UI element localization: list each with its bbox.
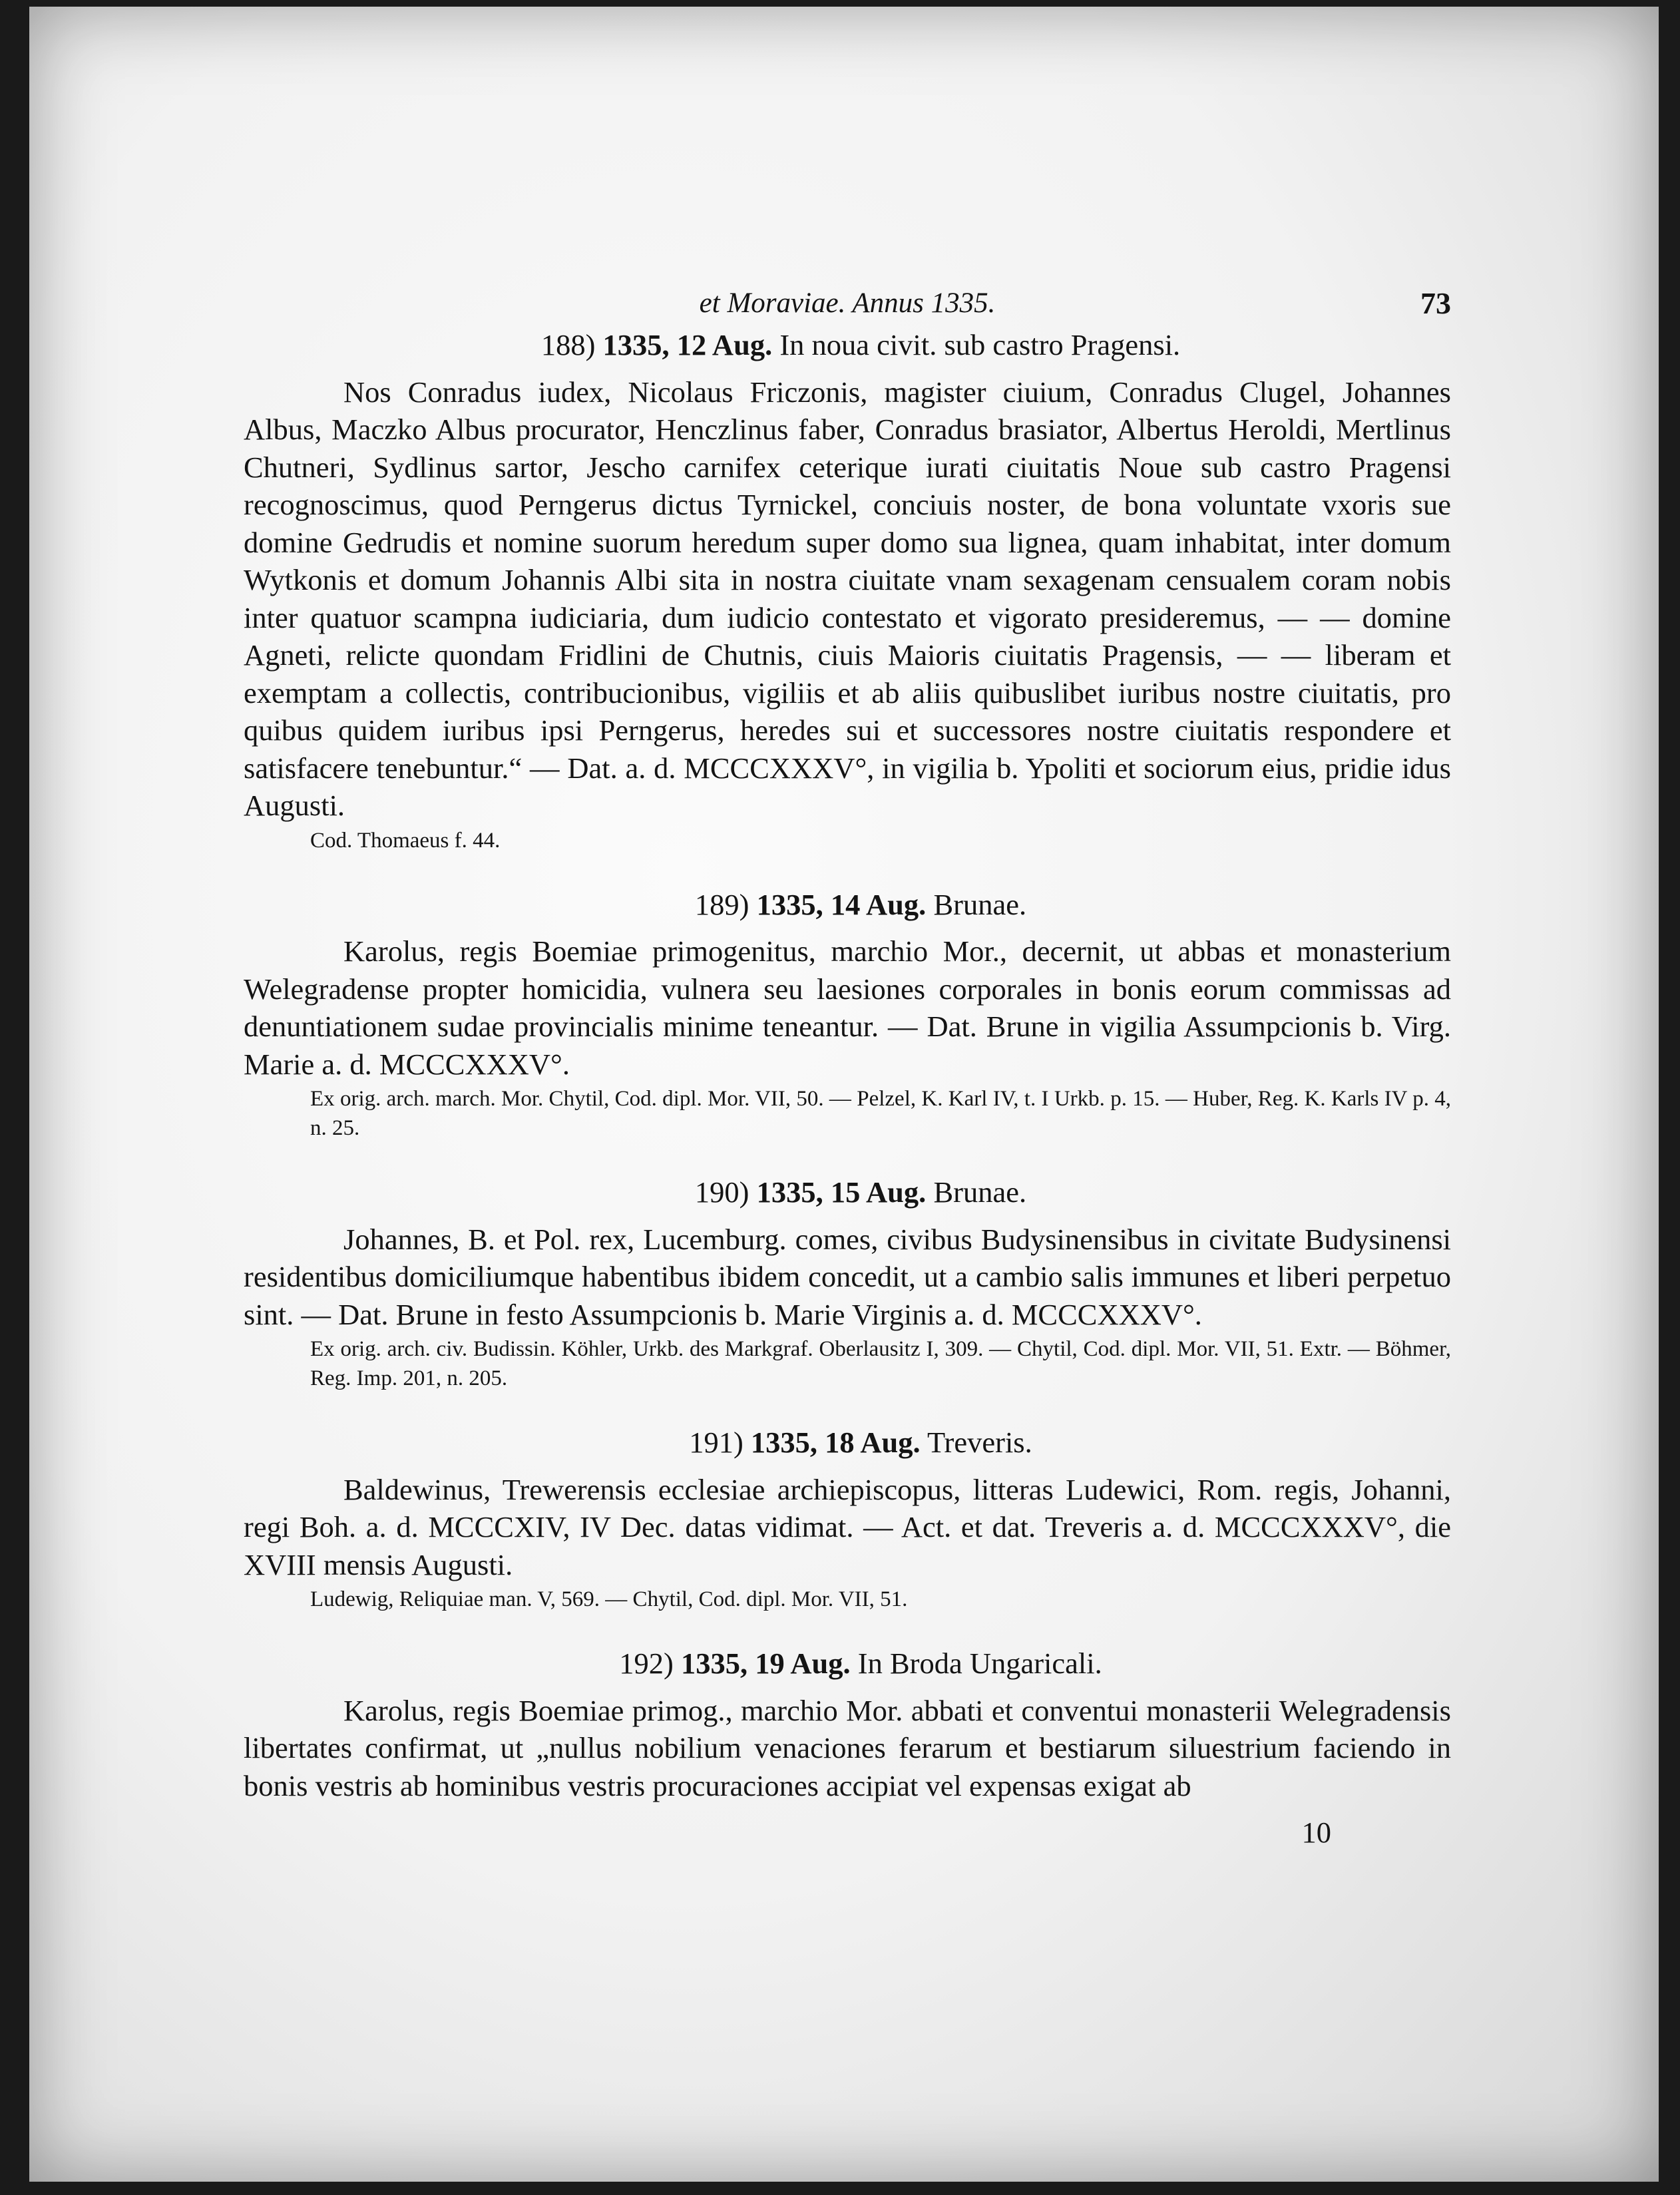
- entry-source: Ex orig. arch. civ. Budissin. Köhler, Urkb. des Markgraf. Oberlausitz I, 309. — Chytil, Cod. dipl. Mor. VII, 51. Extr. — Böhmer, Reg. Imp. 201, n. 205.: [310, 1337, 1451, 1390]
- scanned-page: [29, 7, 1659, 2182]
- entry-heading: [244, 1173, 1451, 1211]
- entry-number: 189): [694, 887, 749, 921]
- entry-190: [244, 1173, 1451, 1393]
- entry-date: 1335, 12 Aug.: [602, 328, 773, 361]
- entry-number: 190): [694, 1175, 749, 1209]
- entry-source: Cod. Thomaeus f. 44.: [310, 828, 501, 853]
- entry-date: 1335, 14 Aug.: [756, 887, 927, 921]
- signature-mark: 10: [1301, 1816, 1331, 1849]
- entry-text: Johannes, B. et Pol. rex, Lucemburg. comes, civibus Budysinensibus in civitate Budysinensi residentibus domiciliumque habentibus ibidem concedit, ut a cambio salis immunes et liberi perpetuo sint. — Dat. Brune in festo Assumpcionis b. Marie Virginis a. d. MCCCXXXV°.: [244, 1222, 1451, 1331]
- entry-date: 1335, 18 Aug.: [750, 1426, 921, 1459]
- text-block: [244, 285, 1451, 1882]
- running-title: et Moraviae. Annus 1335.: [699, 288, 996, 319]
- page-number: 73: [1420, 286, 1451, 320]
- entry-heading: [244, 1645, 1451, 1683]
- entry-number: 188): [540, 328, 596, 361]
- entry-place: In Broda Ungaricali.: [857, 1647, 1102, 1680]
- entry-text: Karolus, regis Boemiae primog., marchio Mor. abbati et conventui monasterii Welegradensis libertates confirmat, ut „nullus nobilium venaciones ferarum et bestiarum siluestrium faciendo in bonis vestris ab hominibus vestris procuraciones accipiat vel expensas exigat ab: [244, 1693, 1451, 1802]
- entry-text: Karolus, regis Boemiae primogenitus, marchio Mor., decernit, ut abbas et monasterium Welegradense propter homicidia, vulnera seu laesiones corporales in bonis eorum commissas ad denuntiationem sudae provincialis minime teneantur. — Dat. Brune in vigilia Assumpcionis b. Virg. Marie a. d. MCCCXXXV°.: [244, 934, 1451, 1081]
- entry-heading: [244, 326, 1451, 364]
- entry-place: Treveris.: [927, 1426, 1032, 1459]
- entry-place: Brunae.: [933, 887, 1027, 921]
- entry-source: Ludewig, Reliquiae man. V, 569. — Chytil, Cod. dipl. Mor. VII, 51.: [310, 1587, 908, 1611]
- entry-192: [244, 1645, 1451, 1852]
- entry-191: [244, 1424, 1451, 1614]
- entry-heading: [244, 886, 1451, 924]
- entry-text: Baldewinus, Trewerensis ecclesiae archiepiscopus, litteras Ludewici, Rom. regis, Johanni, regi Boh. a. d. MCCCXIV, IV Dec. datas vidimat. — Act. et dat. Treveris a. d. MCCCXXXV°, die XVIII mensis Augusti.: [244, 1472, 1451, 1581]
- entry-number: 192): [619, 1647, 674, 1680]
- entry-text: Nos Conradus iudex, Nicolaus Friczonis, magister ciuium, Conradus Clugel, Johannes Albus, Maczko Albus procurator, Henczlinus faber, Conradus brasiator, Albertus Heroldi, Mertlinus Chutneri, Sydlinus sartor, Jescho carnifex ceterique iurati ciuitatis Noue sub castro Pragensi recognoscimus, quod Perngerus dictus Tyrnickel, conciuis noster, de bona voluntate vxoris sue domine Gedrudis et nomine suorum heredum super domo sua lignea, quam inhabitat, inter domum Wytkonis et domum Johannis Albi sita in nostra ciuitate vnam sexagenam censualem coram nobis inter quatuor scampna iudiciaria, dum iudicio contestato et vigorato presideremus, — — domine Agneti, relicte quondam Fridlini de Chutnis, ciuis Maioris ciuitatis Pragensis, — — liberam et exemptam a collectis, contribucionibus, vigiliis et ab aliis quibuslibet iuribus nostre ciuitatis, pro quibus quidem iuribus ipsi Perngerus, heredes sui et successores nostre ciuitatis respondere et satisfacere tenebuntur.“ — Dat. a. d. MCCCXXXV°, in vigilia b. Ypoliti et sociorum eius, pridie idus Augusti.: [244, 375, 1451, 822]
- entry-189: [244, 886, 1451, 1143]
- entry-place: Brunae.: [933, 1175, 1027, 1209]
- entry-date: 1335, 19 Aug.: [680, 1647, 851, 1680]
- entry-place: In noua civit. sub castro Pragensi.: [779, 328, 1181, 361]
- running-head: [244, 285, 1451, 326]
- entry-188: [244, 326, 1451, 855]
- entry-number: 191): [689, 1426, 743, 1459]
- entry-source: Ex orig. arch. march. Mor. Chytil, Cod. dipl. Mor. VII, 50. — Pelzel, K. Karl IV, t. I Urkb. p. 15. — Huber, Reg. K. Karls IV p. 4, n. 25.: [310, 1087, 1451, 1140]
- entry-heading: [244, 1424, 1451, 1462]
- entry-date: 1335, 15 Aug.: [756, 1175, 927, 1209]
